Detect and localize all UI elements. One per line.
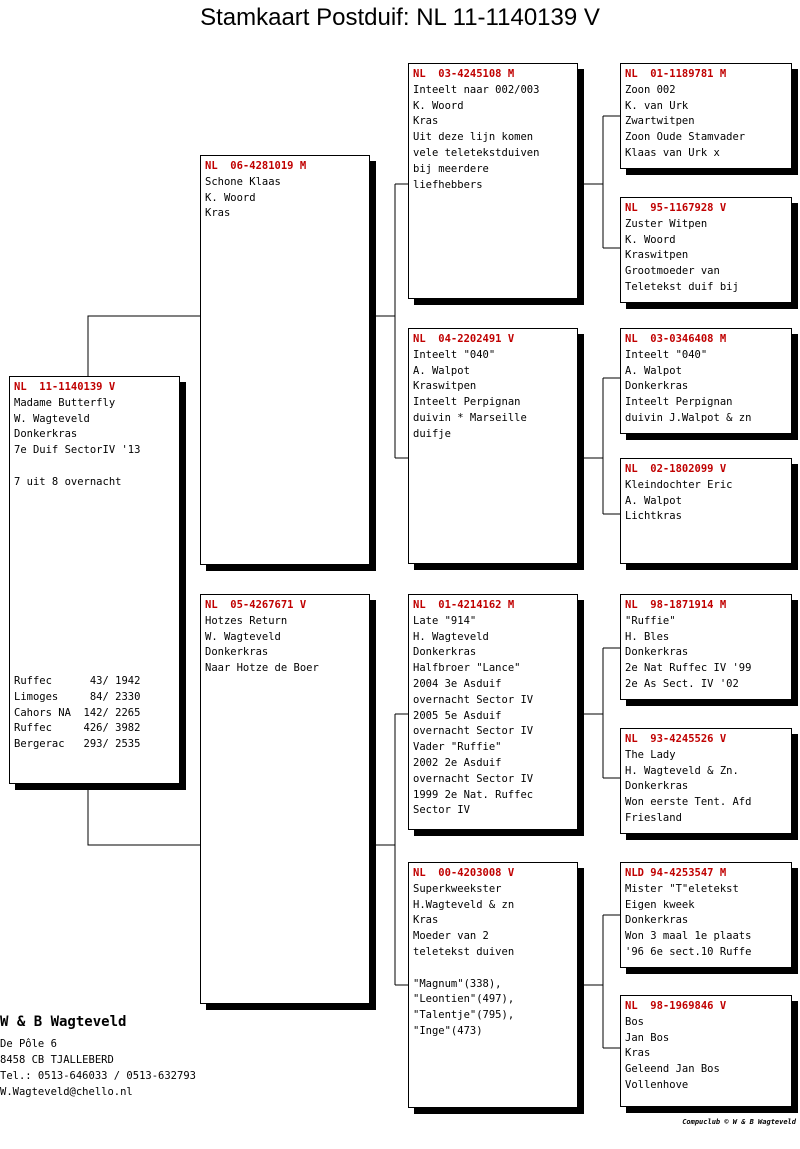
pedigree-card-fmm	[620, 458, 792, 564]
card-line: 2e As Sect. IV '02	[625, 677, 739, 690]
pedigree-card-mmm	[620, 995, 792, 1107]
ring-number: NL 98-1871914 M	[625, 599, 727, 611]
card-line: Uit deze lijn komen	[413, 131, 534, 144]
card-line: Kras	[625, 1047, 651, 1060]
card-line: Donkerkras	[14, 428, 78, 441]
race-result: Ruffec 426/ 3982	[14, 722, 141, 735]
card-line: H. Bles	[625, 630, 670, 643]
ring-number: NL 00-4203008 V	[413, 867, 515, 879]
card-line: duivin J.Walpot & zn	[625, 411, 752, 424]
card-line: Donkerkras	[205, 646, 269, 659]
card-line: liefhebbers	[413, 178, 483, 191]
race-results	[14, 674, 140, 753]
card-line: 7 uit 8 overnacht	[14, 475, 122, 488]
ring-number: NL 98-1969846 V	[625, 1000, 727, 1012]
card-line: duivin * Marseille	[413, 411, 527, 424]
card-line: Late "914"	[413, 614, 477, 627]
ring-number: NL 93-4245526 V	[625, 733, 727, 745]
card-line: Kras	[413, 914, 439, 927]
card-line: A. Walpot	[625, 494, 682, 507]
card-line: Zoon Oude Stamvader	[625, 131, 746, 144]
card-line: Donkerkras	[625, 646, 689, 659]
card-line: Moeder van 2	[413, 930, 489, 943]
owner-info	[0, 1014, 196, 1100]
card-line: H.Wagteveld & zn	[413, 898, 515, 911]
card-line: Grootmoeder van	[625, 265, 720, 278]
card-line: The Lady	[625, 748, 676, 761]
card-line: Zoon 002	[625, 83, 676, 96]
ring-number: NL 02-1802099 V	[625, 463, 727, 475]
card-line: A. Walpot	[625, 364, 682, 377]
ring-number: NL 11-1140139 V	[14, 381, 116, 393]
card-line: Sector IV	[413, 804, 470, 817]
card-line: Bos	[625, 1015, 644, 1028]
card-line: K. van Urk	[625, 99, 689, 112]
race-result: Limoges 84/ 2330	[14, 690, 141, 703]
pedigree-card-mff	[620, 594, 792, 700]
card-line: 7e Duif SectorIV '13	[14, 444, 141, 457]
owner-phone: Tel.: 0513-646033 / 0513-632793	[0, 1070, 196, 1082]
ring-number: NL 95-1167928 V	[625, 202, 727, 214]
owner-city: 8458 CB TJALLEBERD	[0, 1054, 114, 1066]
card-line: Zwartwitpen	[625, 115, 695, 128]
card-line: 1999 2e Nat. Ruffec	[413, 788, 534, 801]
card-line	[413, 961, 573, 977]
pedigree-card-fff	[620, 63, 792, 169]
pedigree-card-mm	[408, 862, 578, 1108]
card-line	[14, 459, 175, 475]
card-line: bij meerdere	[413, 162, 489, 175]
card-line: '96 6e sect.10 Ruffe	[625, 945, 752, 958]
card-line: Hotzes Return	[205, 614, 288, 627]
card-line: Schone Klaas	[205, 175, 281, 188]
card-line: Jan Bos	[625, 1031, 670, 1044]
card-line: Kras	[205, 207, 231, 220]
card-line: Halfbroer "Lance"	[413, 662, 521, 675]
card-line: Superkweekster	[413, 882, 502, 895]
pedigree-card-ff	[408, 63, 578, 299]
card-line: overnacht Sector IV	[413, 725, 534, 738]
card-line: H. Wagteveld & Zn.	[625, 764, 739, 777]
card-line: Friesland	[625, 811, 682, 824]
pedigree-card-mother	[200, 594, 370, 1004]
card-line: Vader "Ruffie"	[413, 741, 502, 754]
footer-credit: Compuclub © W & B Wagteveld	[682, 1118, 796, 1126]
card-line: overnacht Sector IV	[413, 772, 534, 785]
card-line: 2e Nat Ruffec IV '99	[625, 662, 752, 675]
card-line: Lichtkras	[625, 510, 682, 523]
card-line: K. Woord	[205, 191, 256, 204]
card-line: Donkerkras	[413, 646, 477, 659]
card-line: A. Walpot	[413, 364, 470, 377]
pedigree-card-subject	[9, 376, 180, 784]
card-line: Donkerkras	[625, 914, 689, 927]
ring-number: NL 01-1189781 M	[625, 68, 727, 80]
card-line: Kras	[413, 115, 439, 128]
pedigree-card-fm	[408, 328, 578, 564]
race-result: Ruffec 43/ 1942	[14, 675, 141, 688]
card-line: W. Wagteveld	[205, 630, 281, 643]
ring-number: NL 06-4281019 M	[205, 160, 307, 172]
card-line: Won eerste Tent. Afd	[625, 796, 752, 809]
owner-email: W.Wagteveld@chello.nl	[0, 1086, 133, 1098]
card-line: Inteelt "040"	[413, 348, 496, 361]
card-line: Teletekst duif bij	[625, 280, 739, 293]
ring-number: NL 04-2202491 V	[413, 333, 515, 345]
card-line: 2002 2e Asduif	[413, 756, 502, 769]
ring-number: NL 03-0346408 M	[625, 333, 727, 345]
card-line: Donkerkras	[625, 780, 689, 793]
card-line: Inteelt Perpignan	[413, 396, 521, 409]
card-line: H. Wagteveld	[413, 630, 489, 643]
card-line: Inteelt naar 002/003	[413, 83, 540, 96]
card-line: duifje	[413, 427, 451, 440]
card-line: Inteelt "040"	[625, 348, 708, 361]
card-line: "Magnum"(338),	[413, 977, 502, 990]
card-line: "Ruffie"	[625, 614, 676, 627]
card-line: Geleend Jan Bos	[625, 1063, 720, 1076]
owner-name: W & B Wagteveld	[0, 1014, 127, 1030]
card-line: Kleindochter Eric	[625, 478, 733, 491]
card-line: Vollenhove	[625, 1078, 689, 1091]
card-line: "Talentje"(795),	[413, 1009, 515, 1022]
card-line: "Leontien"(497),	[413, 993, 515, 1006]
pedigree-card-mmf	[620, 862, 792, 968]
ring-number: NL 03-4245108 M	[413, 68, 515, 80]
pedigree-card-mfm	[620, 728, 792, 834]
card-line: Madame Butterfly	[14, 396, 116, 409]
card-line: Zuster Witpen	[625, 217, 708, 230]
card-line: Naar Hotze de Boer	[205, 662, 319, 675]
pedigree-card-father	[200, 155, 370, 565]
card-line: Klaas van Urk x	[625, 146, 720, 159]
pedigree-card-fmf	[620, 328, 792, 434]
pedigree-card-mf	[408, 594, 578, 830]
ring-number: NLD 94-4253547 M	[625, 867, 727, 879]
owner-address: De Pôle 6	[0, 1038, 57, 1050]
pedigree-card-ffm	[620, 197, 792, 303]
ring-number: NL 05-4267671 V	[205, 599, 307, 611]
card-line: Mister "T"eletekst	[625, 882, 739, 895]
card-line: 2004 3e Asduif	[413, 677, 502, 690]
card-line: Kraswitpen	[413, 380, 477, 393]
card-line: 2005 5e Asduif	[413, 709, 502, 722]
race-result: Bergerac 293/ 2535	[14, 738, 141, 751]
card-line: K. Woord	[625, 233, 676, 246]
card-line: W. Wagteveld	[14, 412, 90, 425]
page-title: Stamkaart Postduif: NL 11-1140139 V	[200, 4, 600, 31]
ring-number: NL 01-4214162 M	[413, 599, 515, 611]
card-line: "Inge"(473)	[413, 1024, 483, 1037]
card-line: Donkerkras	[625, 380, 689, 393]
card-line: Kraswitpen	[625, 249, 689, 262]
card-line: K. Woord	[413, 99, 464, 112]
card-line: Won 3 maal 1e plaats	[625, 930, 752, 943]
card-line: teletekst duiven	[413, 945, 515, 958]
card-line: Inteelt Perpignan	[625, 396, 733, 409]
race-result: Cahors NA 142/ 2265	[14, 706, 141, 719]
card-line: vele teletekstduiven	[413, 146, 540, 159]
card-line: Eigen kweek	[625, 898, 695, 911]
card-line: overnacht Sector IV	[413, 693, 534, 706]
